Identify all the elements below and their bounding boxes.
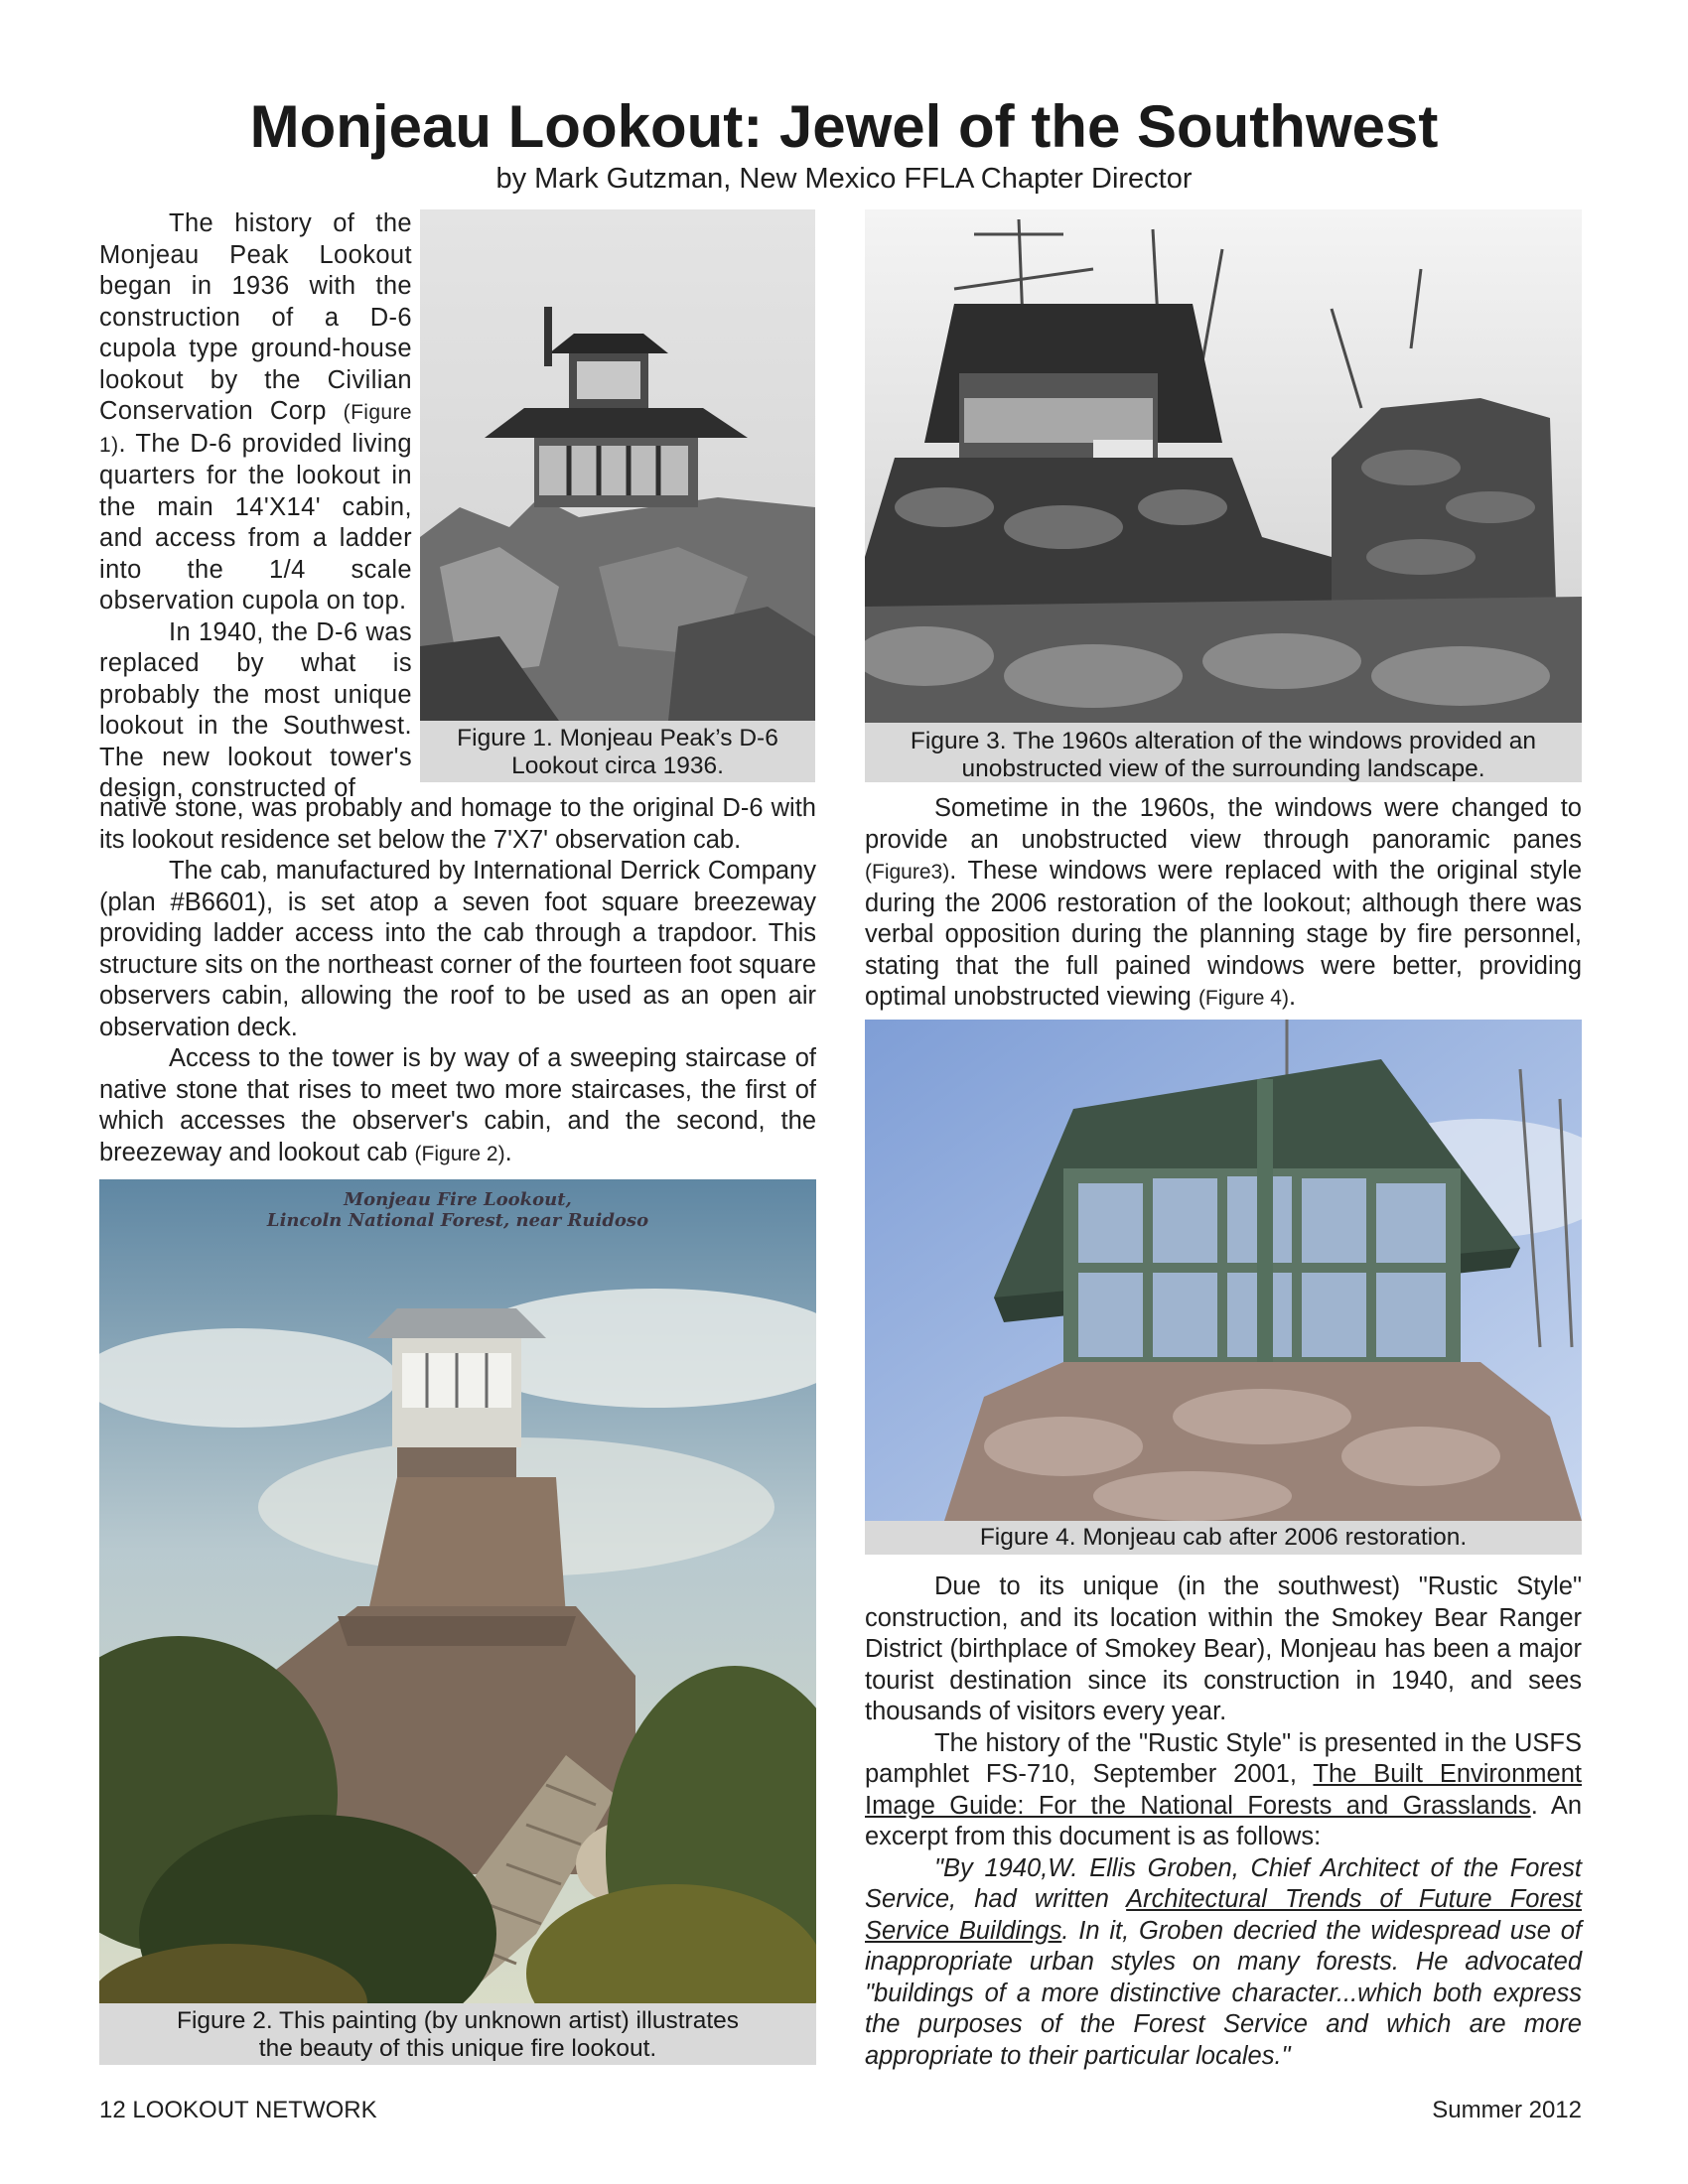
figure-4-ref: (Figure 4) <box>1197 987 1289 1010</box>
page-title: Monjeau Lookout: Jewel of the Southwest <box>249 93 1439 160</box>
figure-1-ref: (Figure 1) <box>99 401 412 457</box>
paragraph-7-text-end: . An excerpt from this document is as follows: <box>865 1791 1583 1850</box>
paragraph-1-text: The history of the Monjeau Peak Lookout began in 1936 with the construction of a D-6 cupola type ground-house lookout by the Civilian Conservation Corp <box>99 209 412 425</box>
groben-quote <box>865 1853 1582 2073</box>
quote-text: "By 1940,W. Ellis Groben, Chief Architect of the Forest Service, had written <box>865 1853 1582 1913</box>
paragraph-5-text-mid: . These windows were replaced with the original style during the 2006 restoration of the lookout; although there was verbal opposition during the planning stage by fire personnel, stating that the full pained windows were better, providing optimal unobstructed viewing <box>865 857 1582 1011</box>
figure-2-ref: (Figure 2) <box>414 1142 505 1165</box>
postcard-title: Monjeau Fire Lookout, <box>344 1189 572 1210</box>
figure-3-caption: Figure 3. The 1960s alteration of the windows provided an unobstructed view of the surrounding landscape. <box>865 723 1582 782</box>
narrow-column-text <box>99 208 412 805</box>
figure-2-caption: Figure 2. This painting (by unknown artist) illustrates the beauty of this unique fire lookout. <box>99 2003 816 2065</box>
figure-2-painting <box>99 1179 816 2003</box>
paragraph-4-text-end: . <box>504 1138 512 1166</box>
postcard-subtitle: Lincoln National Forest, near Ruidoso <box>266 1210 649 1231</box>
postcard-caption <box>99 1189 816 1231</box>
paragraph-5-text: Sometime in the 1960s, the windows were changed to provide an unobstructed view through panoramic panes <box>865 794 1582 854</box>
paragraph-1-text-end: . The D-6 provided living quarters for the lookout in the main 14'X14' cabin, and access from a ladder into the 1/4 scale observation cupola on top. <box>99 429 412 614</box>
paragraph-7 <box>865 1728 1582 1853</box>
figure-4-caption: Figure 4. Monjeau cab after 2006 restoration. <box>865 1521 1582 1555</box>
paragraph-4-text: Access to the tower is by way of a sweeping staircase of native stone that rises to meet two more staircases, the first of which accesses the observer's cabin, and the second, the breezeway and lookout cab <box>99 1044 816 1166</box>
footer-left: 12 LOOKOUT NETWORK <box>99 2097 377 2123</box>
figure-4-photo <box>865 1020 1582 1521</box>
paragraph-2-continued: native stone, was probably and homage to the original D-6 with its lookout residence set below the 7'X7' observation cab. <box>99 794 816 854</box>
paragraph-5-text-end: . <box>1288 983 1297 1011</box>
paragraph-7-text: The history of the "Rustic Style" is presented in the USFS pamphlet FS-710, September 2001, <box>865 1728 1582 1788</box>
figure-1-photo <box>420 209 815 721</box>
paragraph-5 <box>865 793 1582 1015</box>
right-column-lower-text <box>865 1571 1582 2072</box>
figure-1-caption: Figure 1. Monjeau Peak’s D-6 Lookout circa 1936. <box>420 721 815 782</box>
quote-text-end: . In it, Groben decried the widespread use of inappropriate urban styles on many forests. He advocated "buildings of a more distinctive character...which both express the purposes of the Forest Service and which are more appropriate to their particular locales." <box>865 1916 1582 2070</box>
paragraph-2: In 1940, the D-6 was replaced by what is probably the most unique lookout in the Southwest. The new lookout tower's design, constructed of <box>99 617 412 802</box>
footer-right: Summer 2012 <box>1432 2097 1582 2123</box>
figure-3-ref: (Figure3) <box>865 861 950 884</box>
byline: by Mark Gutzman, New Mexico FFLA Chapter Director <box>495 163 1193 195</box>
right-column-upper-text <box>865 793 1582 1015</box>
paragraph-4 <box>99 1043 816 1169</box>
figure-3-photo <box>865 209 1582 723</box>
paragraph-6: Due to its unique (in the southwest) "Rustic Style" construction, and its location within the Smokey Bear Ranger District (birthplace of Smokey Bear), Monjeau has been a major tourist destination since its construction in 1940, and sees thousands of visitors every year. <box>865 1572 1582 1725</box>
architectural-trends-title: Architectural Trends of Future Forest Service Buildings <box>865 1885 1582 1945</box>
paragraph-1 <box>99 208 412 617</box>
paragraph-3: The cab, manufactured by International Derrick Company (plan #B6601), is set atop a seven foot square breezeway providing ladder access into the cab through a trapdoor. This structure sits on the northeast corner of the fourteen foot square observers cabin, allowing the roof to be used as an open air observation deck. <box>99 857 816 1041</box>
built-environment-guide-title: The Built Environment Image Guide: For the National Forests and Grasslands <box>865 1760 1582 1820</box>
left-column-text <box>99 793 816 1169</box>
